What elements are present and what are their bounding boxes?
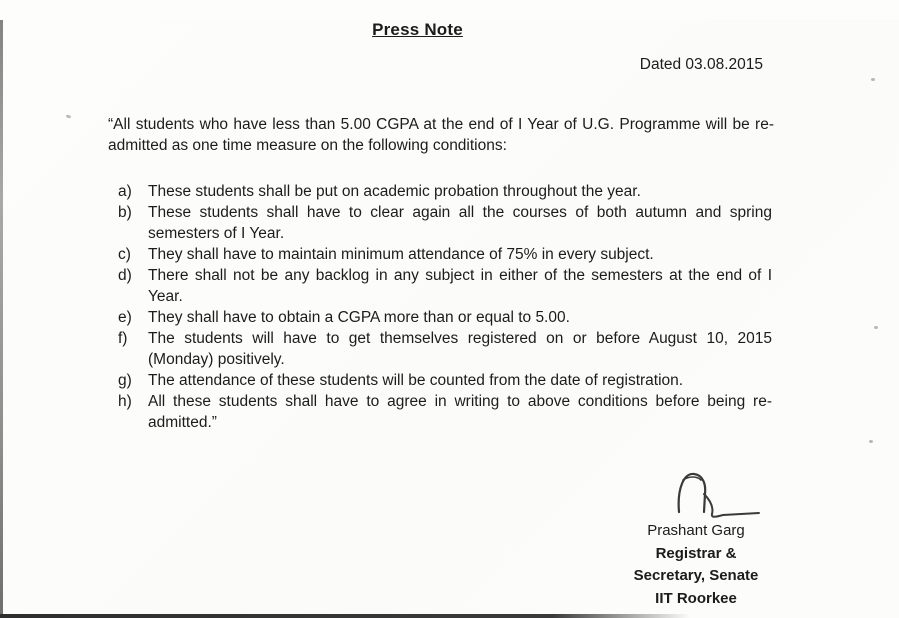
list-item-text: There shall not be any backlog in any subject in either of the semesters at the end of I Year.	[148, 267, 772, 305]
list-item-text: They shall have to maintain minimum attendance of 75% in every subject.	[148, 246, 654, 263]
signature-block	[621, 468, 771, 610]
list-item-label: g)	[118, 372, 132, 389]
list-item-text: These students shall have to clear again all the courses of both autumn and spring semesters of I Year.	[148, 204, 772, 242]
document-date: Dated 03.08.2015	[639, 56, 763, 73]
list-item-label: b)	[118, 204, 132, 221]
scan-edge-artifact	[0, 20, 3, 618]
list-item	[118, 391, 774, 433]
list-item-text: These students shall be put on academic probation throughout the year.	[148, 183, 641, 200]
scan-bottom-line-artifact	[0, 614, 690, 618]
intro-paragraph: “All students who have less than 5.00 CGPA at the end of I Year of U.G. Programme will be re-admitted as one time measure on the following conditions:	[108, 116, 774, 154]
signatory-title-secretary: Secretary, Senate	[633, 567, 759, 584]
scan-speck	[869, 440, 873, 443]
scan-speck	[66, 114, 72, 119]
list-item-label: c)	[118, 246, 131, 263]
scan-speck	[871, 78, 875, 81]
page-title: Press Note	[372, 20, 463, 39]
signatory-name: Prashant Garg	[647, 522, 745, 539]
conditions-list	[118, 181, 774, 433]
list-item-label: h)	[118, 393, 132, 410]
list-item-text: The students will have to get themselves registered on or before August 10, 2015 (Monday) positively.	[148, 330, 772, 368]
list-item	[118, 328, 774, 370]
document-page	[0, 20, 899, 618]
list-item	[118, 307, 774, 328]
list-item-label: d)	[118, 267, 132, 284]
signatory-institute: IIT Roorkee	[655, 589, 737, 607]
list-item-label: e)	[118, 309, 132, 326]
list-item	[118, 265, 774, 307]
list-item	[118, 370, 774, 391]
signatory-title-registrar: Registrar &	[655, 544, 737, 562]
list-item	[118, 181, 774, 202]
signature-icon	[671, 468, 763, 518]
scan-speck	[874, 326, 878, 329]
list-item-text: They shall have to obtain a CGPA more than or equal to 5.00.	[148, 309, 570, 326]
list-item-label: f)	[118, 330, 128, 347]
list-item	[118, 202, 774, 244]
list-item-text: All these students shall have to agree in writing to above conditions before being re-admitted.”	[148, 393, 772, 431]
list-item-label: a)	[118, 183, 132, 200]
list-item	[118, 244, 774, 265]
list-item-text: The attendance of these students will be counted from the date of registration.	[148, 372, 684, 389]
